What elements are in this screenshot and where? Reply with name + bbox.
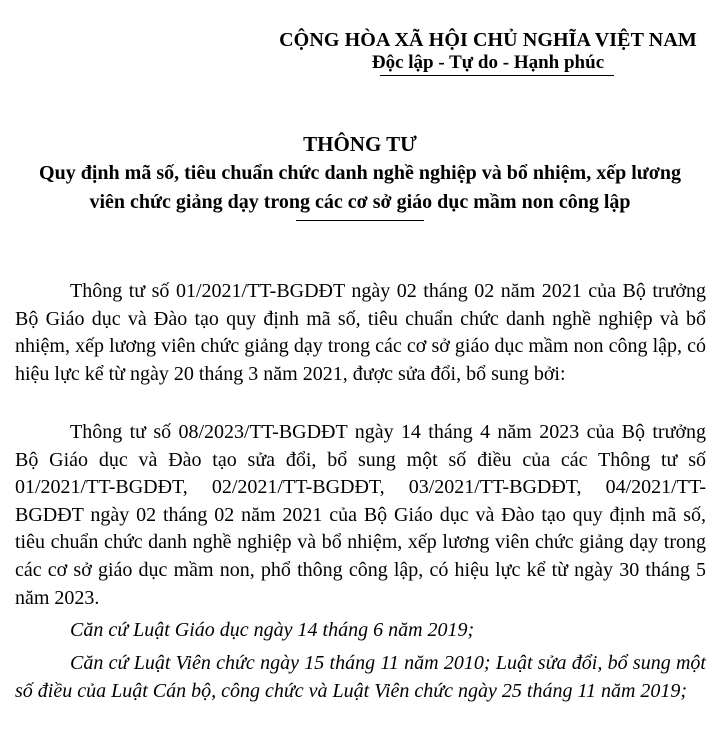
paragraph-legal-basis-education-law: Căn cứ Luật Giáo dục ngày 14 tháng 6 năm 2019; [70, 619, 475, 641]
document-type: THÔNG TƯ [303, 132, 417, 156]
document-title-line-2: viên chức giảng dạy trong các cơ sở giáo dục mầm non công lập [89, 191, 631, 213]
paragraph-amending-circular: Thông tư số 08/2023/TT-BGDĐT ngày 14 tháng 4 năm 2023 của Bộ trưởng Bộ Giáo dục và Đào tạo sửa đổi, bổ sung một số điều của các Thông tư số 01/2021/TT-BGDĐT, 02/2021/TT-BGDĐT, 03/2021/TT-BGDĐT, 04/2021/TT-BGDĐT ngày 02 tháng 02 năm 2021 của Bộ Giáo dục và Đào tạo quy định mã số, tiêu chuẩn chức danh nghề nghiệp và bổ nhiệm, xếp lương viên chức giảng dạy trong các cơ sở giáo dục mầm non, phổ thông công lập, có hiệu lực kể từ ngày 30 tháng 5 năm 2023. [15, 421, 706, 609]
paragraph-legal-basis-civil-servant-law: Căn cứ Luật Viên chức ngày 15 tháng 11 năm 2010; Luật sửa đổi, bổ sung một số điều của Luật Cán bộ, công chức và Luật Viên chức ngày 25 tháng 11 năm 2019; [15, 652, 706, 702]
paragraph-amendment-intro: Thông tư số 01/2021/TT-BGDĐT ngày 02 tháng 02 năm 2021 của Bộ trưởng Bộ Giáo dục và Đào tạo quy định mã số, tiêu chuẩn chức danh nghề nghiệp và bổ nhiệm, xếp lương viên chức giảng dạy trong các cơ sở giáo dục mầm non công lập, có hiệu lực kể từ ngày 20 tháng 3 năm 2021, được sửa đổi, bổ sung bởi: [15, 280, 706, 385]
document-title-line-1: Quy định mã số, tiêu chuẩn chức danh nghề nghiệp và bổ nhiệm, xếp lương [39, 162, 681, 184]
national-motto: Độc lập - Tự do - Hạnh phúc [371, 52, 605, 73]
national-title: CỘNG HÒA XÃ HỘI CHỦ NGHĨA VIỆT NAM [279, 29, 697, 51]
title-underline [296, 220, 424, 221]
motto-underline [380, 75, 614, 76]
